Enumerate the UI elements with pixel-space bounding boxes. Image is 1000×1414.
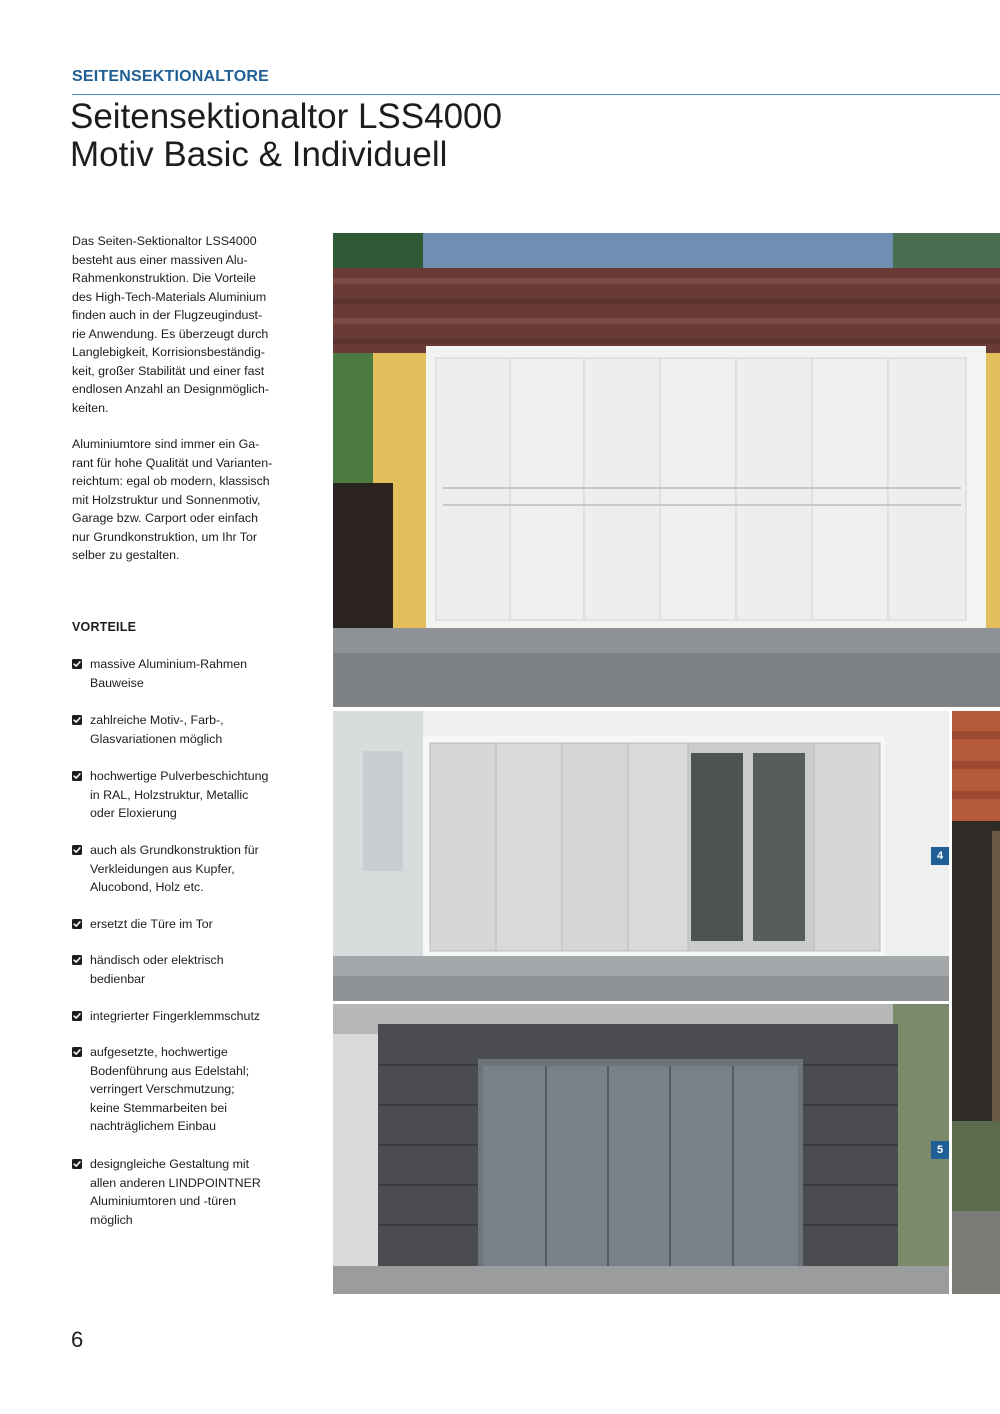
advantage-text-line: zahlreiche Motiv-, Farb-, <box>90 713 224 727</box>
text-line: keiten. <box>72 400 109 415</box>
text-line: selber zu gestalten. <box>72 548 180 562</box>
page-number: 6 <box>71 1327 84 1352</box>
page-title <box>70 98 502 174</box>
advantage-text-line: allen anderen LINDPOINTNER <box>90 1175 261 1190</box>
advantage-text-line: in RAL, Holzstruktur, Metallic <box>90 787 249 802</box>
text-line: finden auch in der Flugzeugindust- <box>72 308 263 322</box>
advantage-text-line: ersetzt die Türe im Tor <box>90 917 213 931</box>
checkbox-icon <box>72 955 82 965</box>
checkbox-icon <box>72 1159 82 1169</box>
advantages-heading: VORTEILE <box>72 620 137 634</box>
advantage-text-line: bedienbar <box>90 971 146 986</box>
text-line: endlosen Anzahl an Designmöglich- <box>72 382 269 396</box>
advantage-item <box>72 767 310 823</box>
text-line: mit Holzstruktur und Sonnenmotiv, <box>72 492 261 507</box>
checkbox-icon <box>72 771 82 781</box>
text-line: Garage bzw. Carport oder einfach <box>72 511 258 525</box>
advantage-text-line: Verkleidungen aus Kupfer, <box>90 861 235 876</box>
text-line: des High-Tech-Materials Aluminium <box>72 289 267 304</box>
advantage-text-line: aufgesetzte, hochwertige <box>90 1045 228 1059</box>
advantage-text-line: oder Eloxierung <box>90 806 177 820</box>
text-line: Das Seiten-Sektionaltor LSS4000 <box>72 234 257 248</box>
intro-text <box>72 232 292 583</box>
advantage-text-line: Alucobond, Holz etc. <box>90 880 204 894</box>
advantage-text-line: nachträglichem Einbau <box>90 1119 217 1133</box>
checkbox-icon <box>72 919 82 929</box>
advantage-text-line: möglich <box>90 1212 133 1227</box>
advantage-text-line: integrierter Fingerklemmschutz <box>90 1009 261 1023</box>
text-line: reichtum: egal ob modern, klassisch <box>72 474 270 488</box>
advantage-text-line: auch als Grundkonstruktion für <box>90 843 259 857</box>
intro-paragraph-2 <box>72 435 292 565</box>
advantage-item <box>72 711 310 748</box>
text-line: Langlebigkeit, Korrisionsbeständig- <box>72 345 265 359</box>
text-line: rant für hohe Qualität und Varianten- <box>72 455 273 470</box>
photo-cropped-side <box>952 711 1000 1294</box>
advantage-text-line: Aluminiumtoren und -türen <box>90 1194 237 1208</box>
header-rule <box>72 94 1000 95</box>
text-line: nur Grundkonstruktion, um Ihr Tor <box>72 529 258 544</box>
advantage-item <box>72 951 310 988</box>
checkbox-icon <box>72 1047 82 1057</box>
checkbox-icon <box>72 715 82 725</box>
checkbox-icon <box>72 845 82 855</box>
photo-number-badge-4: 4 <box>931 847 949 865</box>
advantage-item <box>72 1043 310 1136</box>
title-line-2: Motiv Basic & Individuell <box>70 135 448 174</box>
text-line: Aluminiumtore sind immer ein Ga- <box>72 437 260 451</box>
text-line: Rahmenkonstruktion. Die Vorteile <box>72 271 256 285</box>
section-kicker: SEITENSEKTIONALTORE <box>72 68 270 85</box>
advantage-text-line: massive Aluminium-Rahmen <box>90 657 247 671</box>
advantage-item <box>72 1155 310 1229</box>
photo-anthracite-door <box>333 1004 949 1294</box>
photo-grey-door-glass <box>333 711 949 1001</box>
advantage-text-line: hochwertige Pulverbeschichtung <box>90 769 269 783</box>
advantage-text-line: keine Stemmarbeiten bei <box>90 1100 228 1115</box>
photo-white-garage-door <box>333 233 1000 707</box>
title-line-1: Seitensektionaltor LSS4000 <box>70 97 502 136</box>
intro-paragraph-1 <box>72 232 292 417</box>
advantage-item <box>72 915 310 934</box>
advantage-item <box>72 841 310 897</box>
advantage-text-line: designgleiche Gestaltung mit <box>90 1157 250 1171</box>
advantage-text-line: Bauweise <box>90 675 144 690</box>
advantage-item <box>72 655 310 692</box>
text-line: keit, großer Stabilität und einer fast <box>72 363 265 378</box>
advantage-item <box>72 1007 310 1026</box>
advantage-text-line: Glasvariationen möglich <box>90 731 223 746</box>
advantage-text-line: händisch oder elektrisch <box>90 953 224 967</box>
advantage-text-line: Bodenführung aus Edelstahl; <box>90 1063 250 1078</box>
text-line: rie Anwendung. Es überzeugt durch <box>72 326 269 341</box>
checkbox-icon <box>72 1011 82 1021</box>
advantage-text-line: verringert Verschmutzung; <box>90 1082 235 1096</box>
text-line: besteht aus einer massiven Alu- <box>72 252 248 267</box>
photo-number-badge-5: 5 <box>931 1141 949 1159</box>
checkbox-icon <box>72 659 82 669</box>
